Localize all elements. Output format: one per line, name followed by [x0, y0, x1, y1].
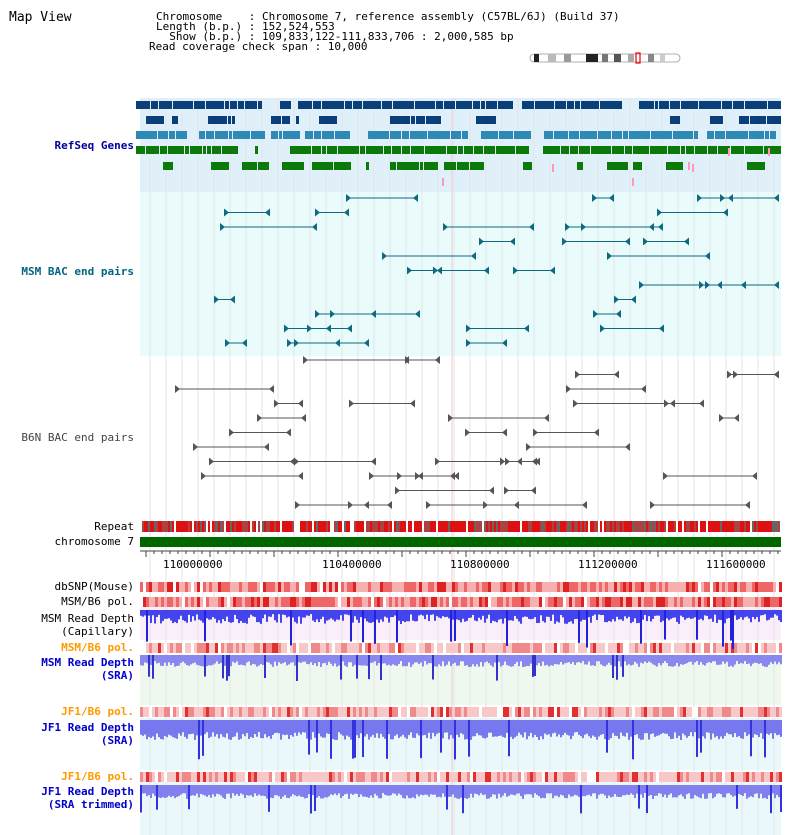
jf1-b6-pol-trim-strip[interactable]	[140, 772, 782, 782]
msm-b6-pol-sra-strip[interactable]	[140, 643, 782, 653]
axis-ticks	[146, 551, 778, 557]
label-msm-bac[interactable]: MSM BAC end pairs	[21, 265, 134, 278]
axis-tick-111200000: 111200000	[578, 558, 638, 571]
label-jf1-b6-pol-trim[interactable]: JF1/B6 pol.	[61, 770, 134, 783]
jf1-b6-pol-strip[interactable]	[140, 707, 782, 717]
label-msm-depth-sra-2[interactable]: (SRA)	[100, 669, 134, 682]
refseq-bg	[140, 98, 781, 192]
label-chromosome[interactable]: chromosome 7	[54, 535, 134, 548]
label-msm-depth-cap-1[interactable]: MSM Read Depth	[41, 612, 134, 625]
label-dbsnp[interactable]: dbSNP(Mouse)	[54, 580, 134, 593]
label-msm-depth-cap-2[interactable]: (Capillary)	[61, 625, 134, 638]
info-length: Length (b.p.) : 152,524,553	[156, 20, 335, 33]
label-jf1-depth-sra-2[interactable]: (SRA)	[100, 734, 134, 747]
b6n-bac-track[interactable]	[175, 356, 779, 509]
axis-tick-110800000: 110800000	[450, 558, 510, 571]
info-coverage-span: Read coverage check span : 10,000	[149, 40, 368, 53]
label-jf1-depth-sra-1[interactable]: JF1 Read Depth	[41, 721, 134, 734]
label-msm-depth-sra-1[interactable]: MSM Read Depth	[41, 656, 134, 669]
info-show-range: Show (b.p.) : 109,833,122-111,833,706 : 2,000,585 bp	[156, 30, 514, 43]
repeat-track[interactable]	[140, 521, 782, 532]
label-jf1-depth-trim-2[interactable]: (SRA trimmed)	[47, 798, 134, 811]
info-chromosome: Chromosome : Chromosome 7, reference assembly (C57BL/6J) (Build 37)	[156, 10, 620, 23]
label-refseq-genes[interactable]: RefSeq Genes	[54, 139, 134, 152]
label-jf1-b6-pol[interactable]: JF1/B6 pol.	[61, 705, 134, 718]
axis-tick-111600000: 111600000	[706, 558, 766, 571]
label-b6n-bac[interactable]: B6N BAC end pairs	[21, 431, 134, 444]
page-title: Map View	[9, 10, 72, 25]
label-msm-b6-pol[interactable]: MSM/B6 pol.	[61, 595, 134, 608]
axis-tick-110400000: 110400000	[322, 558, 382, 571]
dbsnp-strip[interactable]	[140, 582, 782, 592]
label-msm-b6-pol-sra[interactable]: MSM/B6 pol.	[61, 641, 134, 654]
chromosome-bar[interactable]	[140, 537, 781, 547]
label-repeat[interactable]: Repeat	[94, 520, 134, 533]
msm-b6-pol-strip[interactable]	[140, 597, 782, 607]
msm-bac-bg	[140, 192, 781, 356]
axis-tick-110000000: 110000000	[163, 558, 223, 571]
label-jf1-depth-trim-1[interactable]: JF1 Read Depth	[41, 785, 134, 798]
